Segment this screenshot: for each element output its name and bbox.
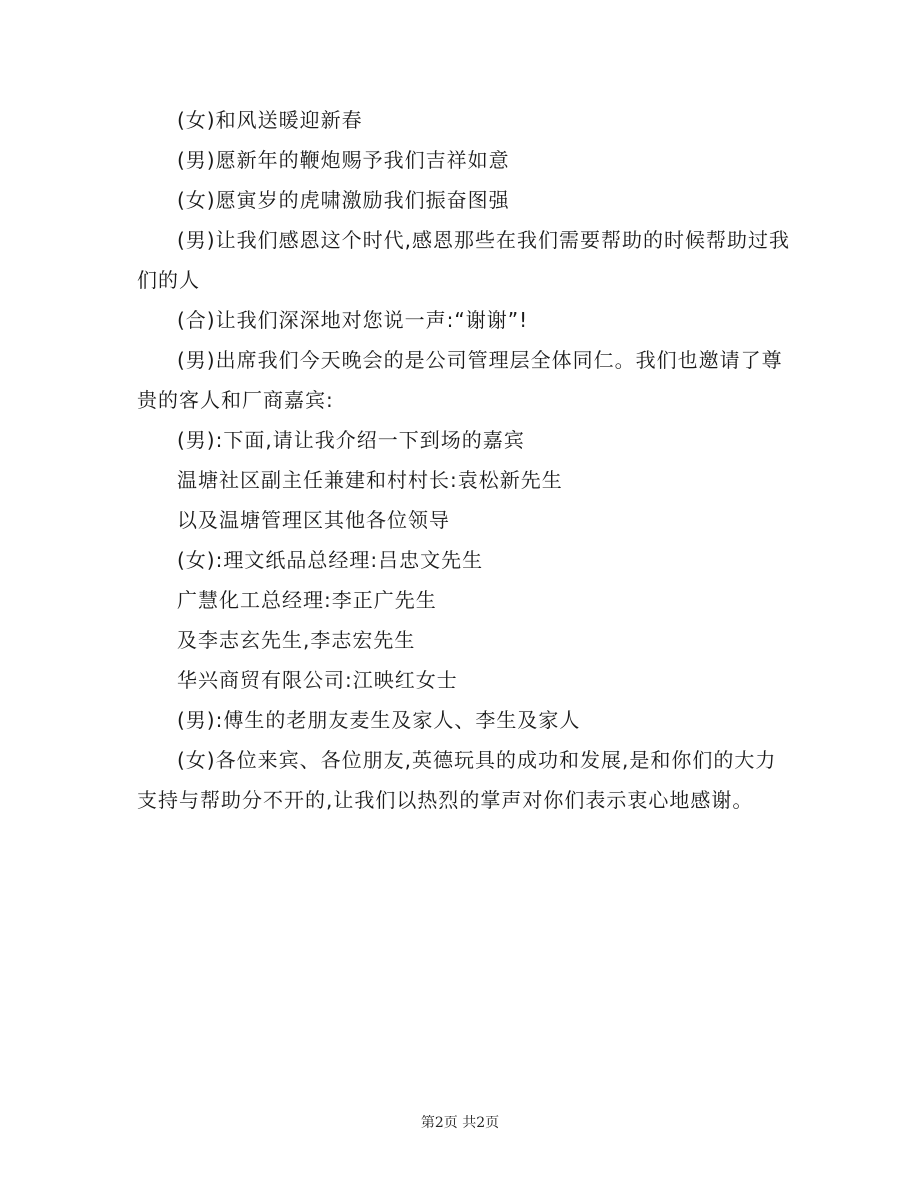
paragraph: (男):下面,请让我介绍一下到场的嘉宾 [177, 428, 525, 452]
page-number-footer: 第2页 共2页 [420, 1115, 500, 1131]
paragraph: (男)出席我们今天晚会的是公司管理层全体同仁。我们也邀请了尊贵的客人和厂商嘉宾: [137, 348, 783, 412]
paragraph: 广慧化工总经理:李正广先生 [177, 588, 437, 612]
paragraph: 华兴商贸有限公司:江映红女士 [177, 668, 458, 692]
paragraph: 以及温塘管理区其他各位领导 [177, 508, 450, 532]
paragraph: (男)愿新年的鞭炮赐予我们吉祥如意 [177, 148, 510, 172]
paragraph: (男):傅生的老朋友麦生及家人、李生及家人 [177, 708, 581, 732]
paragraph: (男)让我们感恩这个时代,感恩那些在我们需要帮助的时候帮助过我们的人 [137, 228, 790, 292]
paragraph: (女)和风送暖迎新春 [177, 108, 363, 132]
paragraph: 及李志玄先生,李志宏先生 [177, 628, 416, 652]
paragraph: (合)让我们深深地对您说一声:“谢谢”! [177, 308, 529, 332]
paragraph: (女)愿寅岁的虎啸激励我们振奋图强 [177, 188, 510, 212]
paragraph: (女)各位来宾、各位朋友,英德玩具的成功和发展,是和你们的大力支持与帮助分不开的,让我们以热烈的掌声对你们表示衷心地感谢。 [137, 748, 777, 812]
paragraph: 温塘社区副主任兼建和村村长:袁松新先生 [177, 468, 563, 492]
document-body [137, 100, 797, 820]
paragraph: (女):理文纸品总经理:吕忠文先生 [177, 548, 484, 572]
